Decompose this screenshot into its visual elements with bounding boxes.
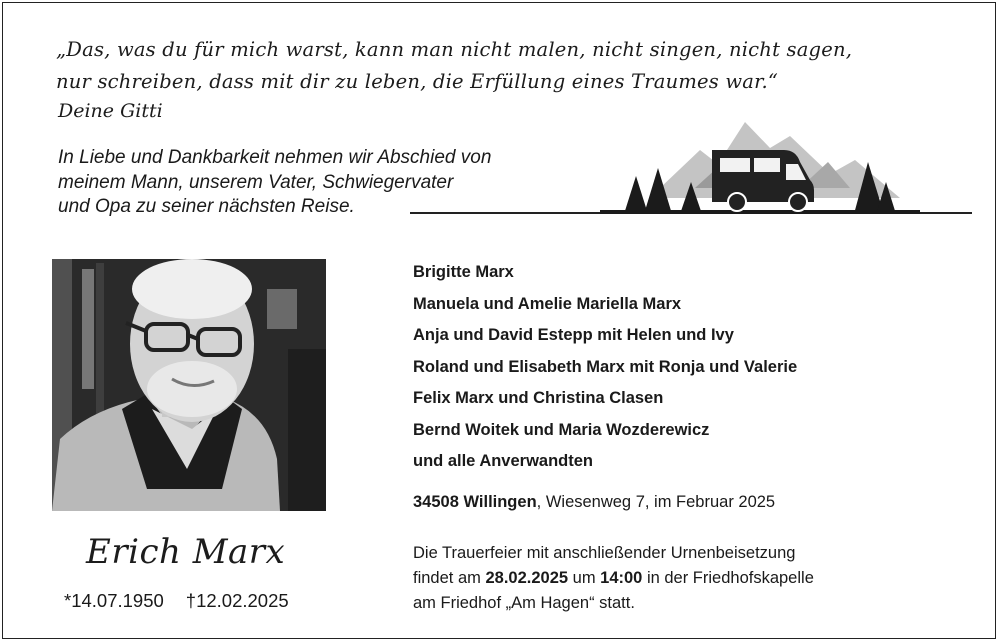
portrait-photo xyxy=(52,259,326,511)
funeral-text: findet am xyxy=(413,569,486,587)
family-member: Manuela und Amelie Mariella Marx xyxy=(413,294,682,313)
funeral-text: um xyxy=(568,569,601,587)
intro-line-2: meinem Mann, unserem Vater, Schwiegervater xyxy=(58,171,454,193)
funeral-line-1: Die Trauerfeier mit anschließender Urnenbeisetzung xyxy=(413,544,796,562)
quote-line-2: nur schreiben, dass mit dir zu leben, die Erfüllung eines Traumes war.“ xyxy=(56,70,779,93)
camper-van-mountains-icon xyxy=(600,118,920,218)
quote-line-1: „Das, was du für mich warst, kann man nicht malen, nicht singen, nicht sagen, xyxy=(56,38,853,61)
family-member: Roland und Elisabeth Marx mit Ronja und Valerie xyxy=(413,357,798,376)
family-member: Bernd Woitek und Maria Wozderewicz xyxy=(413,420,710,439)
intro-line-3: und Opa zu seiner nächsten Reise. xyxy=(58,196,355,217)
address-rest: , Wiesenweg 7, im Februar 2025 xyxy=(536,493,776,511)
family-member: und alle Anverwandten xyxy=(413,452,594,470)
funeral-date: 28.02.2025 xyxy=(485,569,569,587)
quote-signature: Deine Gitti xyxy=(58,100,163,122)
family-member: Anja und David Estepp mit Helen und Ivy xyxy=(413,326,734,344)
intro-text xyxy=(58,146,491,220)
quote xyxy=(56,34,852,98)
death-date: †12.02.2025 xyxy=(185,590,289,611)
funeral-line-3: am Friedhof „Am Hagen“ statt. xyxy=(413,594,635,612)
deceased-name: Erich Marx xyxy=(86,532,286,572)
family-list xyxy=(413,257,797,478)
life-dates xyxy=(64,590,289,612)
family-member: Brigitte Marx xyxy=(413,263,514,281)
funeral-text: in der Friedhofskapelle xyxy=(642,569,814,587)
birth-date: *14.07.1950 xyxy=(64,590,164,611)
address-city: 34508 Willingen xyxy=(413,493,537,511)
funeral-line-2 xyxy=(413,566,814,591)
address-line xyxy=(413,493,775,512)
funeral-notice xyxy=(413,541,814,616)
intro-line-1: In Liebe und Dankbarkeit nehmen wir Abschied von xyxy=(58,147,492,168)
funeral-time: 14:00 xyxy=(600,569,643,587)
family-member: Felix Marx und Christina Clasen xyxy=(413,389,664,407)
